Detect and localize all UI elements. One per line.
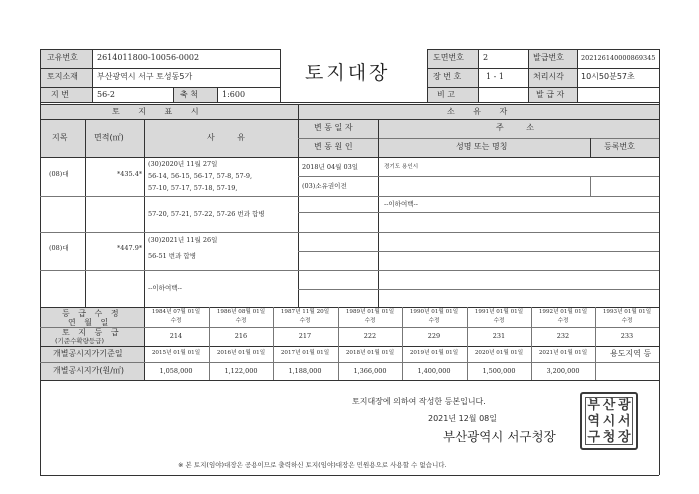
col-address: 주 소 <box>496 123 544 132</box>
issue-no-label: 발급번호 <box>533 53 564 62</box>
land-section-heading: 토 지 표 시 <box>112 107 207 116</box>
lot-label: 지 번 <box>51 90 69 99</box>
price-base-date: 2021년 01월 01일 <box>538 350 588 356</box>
price-base-date: 2017년 01월 01일 <box>280 350 330 356</box>
col-name: 성명 또는 명칭 <box>456 142 508 151</box>
price-label: 개별공시지가(원/㎡) <box>53 366 125 375</box>
price-value: 1,188,000 <box>288 367 322 375</box>
owner-row-1-date: 2018년 04월 03일 <box>302 163 359 171</box>
owner-row-1-cause: (03)소유권이전 <box>302 182 347 190</box>
col-reason: 사 유 <box>207 133 255 142</box>
land-row-1-category: (08)대 <box>49 170 69 178</box>
price-base-date-label: 개별공시지가기준일 <box>53 349 123 358</box>
certification-issuer: 부산광역시 서구청장 <box>443 429 556 444</box>
grade-revision-note: 수정 <box>299 318 311 324</box>
land-row-1-reason-2: 56-14, 56-15, 56-17, 57-8, 57-9, <box>148 172 253 180</box>
seal-character: 광 <box>618 398 631 413</box>
col-change-date: 변 동 일 자 <box>314 123 353 132</box>
sheet-no-label: 장 번 호 <box>433 72 462 81</box>
land-row-2-category: (08)대 <box>49 244 69 252</box>
land-row-1-reason-3: 57-10, 57-17, 57-18, 57-19, <box>148 184 238 192</box>
land-end-text: --이하여백-- <box>148 284 182 292</box>
seal-character: 청 <box>602 430 616 445</box>
owner-end-text: --이하여백-- <box>384 200 418 208</box>
grade-revision-note: 수정 <box>493 318 505 324</box>
lot-value: 56-2 <box>97 90 115 99</box>
grade-revision-date: 1986년 08월 01일 <box>216 309 266 315</box>
seal-character: 역 <box>587 414 600 429</box>
land-row-2-reason-1: (30)2021년 11월 26일 <box>148 236 218 244</box>
issuer-label: 발 급 자 <box>536 90 565 99</box>
grade-revision-label-2: 연 월 일 <box>68 318 112 327</box>
grade-value: 232 <box>556 332 570 340</box>
map-no-value: 2 <box>483 53 489 62</box>
official-seal <box>580 392 638 450</box>
seal-characters <box>585 397 633 445</box>
grade-revision-note: 수정 <box>170 318 182 324</box>
seal-character: 산 <box>602 398 616 413</box>
grade-value: 229 <box>427 332 441 340</box>
price-value: 1,122,000 <box>224 367 258 375</box>
certification-date: 2021년 12월 08일 <box>428 414 497 423</box>
land-row-1-reason-4: 57-20, 57-21, 57-22, 57-26 번과 합병 <box>148 210 265 218</box>
map-no-label: 도면번호 <box>433 53 464 62</box>
col-category: 지목 <box>52 133 68 142</box>
seal-character: 장 <box>618 430 631 445</box>
price-value: 1,400,000 <box>417 367 451 375</box>
grade-revision-note: 수정 <box>364 318 376 324</box>
location-label: 토지소재 <box>47 72 78 81</box>
price-base-date: 2015년 01월 01일 <box>151 350 201 356</box>
grade-value: 231 <box>492 332 506 340</box>
price-value: 1,058,000 <box>159 367 193 375</box>
location-value: 부산광역시 서구 토성동5가 <box>97 72 193 81</box>
grade-revision-note: 수정 <box>557 318 569 324</box>
price-value: 1,500,000 <box>482 367 516 375</box>
grade-value: 222 <box>363 332 377 340</box>
certification-statement: 토지대장에 의하여 작성한 등본입니다. <box>352 397 486 406</box>
grade-revision-date: 1992년 01월 01일 <box>538 309 588 315</box>
price-base-date: 2016년 01월 01일 <box>216 350 266 356</box>
sheet-no-value: 1 - 1 <box>486 72 504 81</box>
grade-revision-date: 1989년 01월 01일 <box>345 309 395 315</box>
grade-revision-label-1: 등 급 수 정 <box>62 309 122 318</box>
seal-character: 부 <box>587 398 600 413</box>
document-title: 토지대장 <box>305 62 391 84</box>
process-time-label: 처리시각 <box>533 72 564 81</box>
issue-no-value: 202126140000869345 <box>581 54 656 62</box>
grade-revision-note: 수정 <box>621 318 633 324</box>
grade-value: 214 <box>169 332 183 340</box>
grade-label-2: (기준수확량등급) <box>55 337 105 345</box>
seal-character: 시 <box>602 414 616 429</box>
grade-value: 216 <box>234 332 248 340</box>
price-base-date: 2019년 01월 01일 <box>409 350 459 356</box>
grade-value: 217 <box>298 332 312 340</box>
col-change-cause: 변 동 원 인 <box>314 142 353 151</box>
land-row-2-reason-2: 56-51 번과 합병 <box>148 252 196 260</box>
grade-revision-note: 수정 <box>428 318 440 324</box>
grade-revision-date: 1990년 01월 01일 <box>409 309 459 315</box>
col-reg-no: 등록번호 <box>604 142 635 151</box>
footer-note: ※ 본 토지(임야)대장은 공용이므로 출력하신 토지(임야)대장은 민원용으로 사용할 수 없습니다. <box>178 461 447 469</box>
remarks-label: 비 고 <box>437 90 455 99</box>
land-row-2-area: *447.9* <box>117 244 143 252</box>
id-label: 고유번호 <box>47 53 78 62</box>
price-value: 1,366,000 <box>353 367 387 375</box>
seal-character: 구 <box>587 430 600 445</box>
scale-label: 축 척 <box>180 90 198 99</box>
land-row-1-reason-1: (30)2020년 11월 27일 <box>148 160 218 168</box>
grade-label-1: 토 지 등 급 <box>62 328 122 337</box>
land-row-1-area: *435.4* <box>117 170 143 178</box>
grade-revision-date: 1984년 07월 01일 <box>151 309 201 315</box>
col-area: 면적(㎡) <box>94 133 124 142</box>
price-base-date: 2018년 01월 01일 <box>345 350 395 356</box>
zoning-label: 용도지역 등 <box>610 349 652 358</box>
grade-revision-date: 1991년 01월 01일 <box>474 309 524 315</box>
grade-value: 233 <box>620 332 634 340</box>
id-value: 2614011800-10056-0002 <box>97 53 200 62</box>
scale-value: 1:600 <box>222 90 246 99</box>
price-base-date: 2020년 01월 01일 <box>474 350 524 356</box>
owner-row-1-address: 경기도 용인시 <box>384 164 419 170</box>
owner-section-heading: 소 유 자 <box>447 107 516 116</box>
grade-revision-date: 1993년 01월 01일 <box>602 309 652 315</box>
seal-character: 서 <box>618 414 631 429</box>
grade-revision-date: 1987년 11월 20일 <box>280 309 330 315</box>
price-value: 3,200,000 <box>546 367 580 375</box>
process-time-value: 10시50분57초 <box>581 72 635 81</box>
grade-revision-note: 수정 <box>235 318 247 324</box>
